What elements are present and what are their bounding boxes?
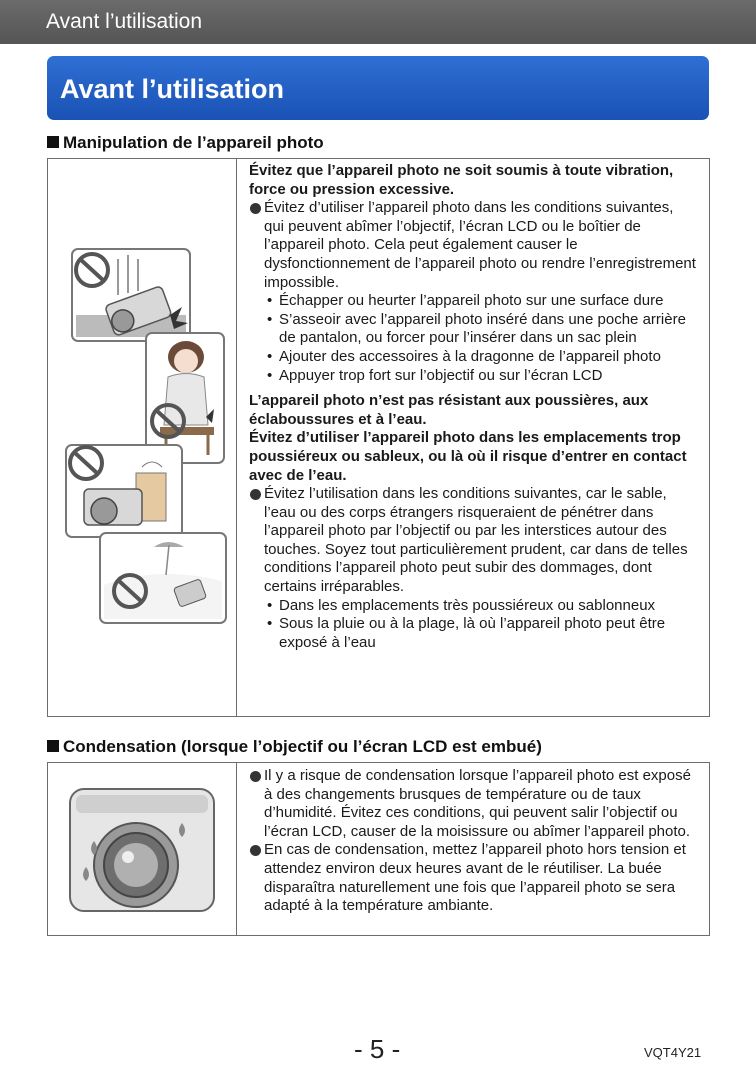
handling-box <box>47 158 710 717</box>
list-item <box>249 767 697 841</box>
section-heading-handling <box>47 133 324 153</box>
bullet-text: En cas de condensation, mettez l’appareil photo hors tension et attendez environ deux heures avant de le réutiliser. La buée disparaîtra naturellement une fois que l’appareil photo se sera adapté à la température ambiante. <box>264 841 686 915</box>
sub-item: • S’asseoir avec l’appareil photo inséré dans une poche arrière de pantalon, ou forcer pour l’insérer dans un sac plein <box>267 310 686 347</box>
sub-item-text: Échapper ou heurter l’appareil photo sur une surface dure <box>279 292 664 310</box>
section-heading-condensation <box>47 737 542 757</box>
handling-warning-bold: Évitez que l’appareil photo ne soit soumis à toute vibration, force ou pression excessive. <box>249 162 674 198</box>
sub-item: • Dans les emplacements très poussiéreux ou sablonneux <box>267 596 656 614</box>
sub-item: • Échapper ou heurter l’appareil photo sur une surface dure <box>267 292 664 310</box>
sub-item-text: Ajouter des accessoires à la dragonne de l’appareil photo <box>279 347 661 365</box>
bullet-dot-icon <box>250 771 261 782</box>
drop-camera-illustration <box>72 249 190 341</box>
list-item <box>249 841 697 915</box>
sub-item: • Sous la pluie ou à la plage, là où l’appareil photo peut être exposé à l’eau <box>267 615 666 651</box>
water-illustration <box>66 445 182 537</box>
document-code: VQT4Y21 <box>644 1045 702 1060</box>
condensation-box <box>47 762 710 936</box>
bullet-dot-icon <box>250 489 261 500</box>
bullet-text: Évitez d’utiliser l’appareil photo dans les conditions suivantes, qui peuvent abîmer l’objectif, l’écran LCD ou le boîtier de l’appareil photo. Cela peut également causer le dysfonctionnement de l’appareil photo ou rendre l’enregistrement impossible. <box>264 199 696 291</box>
sub-item-text: Sous la pluie ou à la plage, là où l’appareil photo peut être exposé à l’eau <box>279 615 666 651</box>
bullet-dot-icon <box>250 845 261 856</box>
page-number: - 5 - <box>354 1034 401 1064</box>
column-divider <box>236 763 237 935</box>
column-divider <box>236 159 237 716</box>
dust-warning-bold: L’appareil photo n’est pas résistant aux poussières, aux éclaboussures et à l’eau. <box>249 392 649 428</box>
section-heading-handling-text: Manipulation de l’appareil photo <box>63 133 324 152</box>
section-banner <box>47 56 709 120</box>
list-item <box>249 485 697 597</box>
sitting-illustration <box>146 333 224 463</box>
handling-text <box>249 162 697 652</box>
sub-item: • Ajouter des accessoires à la dragonne de l’appareil photo <box>267 347 661 365</box>
bullet-text: Évitez l’utilisation dans les conditions suivantes, car le sable, l’eau ou des corps étrangers risqueraient de pénétrer dans l’appareil photo par l’objectif ou par les interstices autour des touches. Soyez tout particulièrement prudent, car dans de telles conditions l’appareil photo peut subir des dommages, dont certains irréparables. <box>264 485 688 596</box>
sub-item-text: Dans les emplacements très poussiéreux ou sablonneux <box>279 596 656 614</box>
bullet-dot-icon <box>250 203 261 214</box>
sub-item-text: Appuyer trop fort sur l’objectif ou sur l’écran LCD <box>279 366 603 384</box>
section-heading-condensation-text: Condensation (lorsque l’objectif ou l’écran LCD est embué) <box>63 737 542 756</box>
list-item <box>249 199 697 292</box>
header-title: Avant l’utilisation <box>46 10 203 33</box>
beach-illustration <box>100 533 226 623</box>
bullet-text: Il y a risque de condensation lorsque l’appareil photo est exposé à des changements brusques de température ou de taux d’humidité. Évitez ces conditions, qui peuvent salir l’objectif ou l’écran LCD, causer de la moisissure ou abîmer l’appareil photo. <box>264 767 691 840</box>
square-bullet-icon <box>47 136 59 148</box>
square-bullet-icon <box>47 740 59 752</box>
fogged-camera-illustration <box>66 785 218 915</box>
header-bar <box>0 0 756 44</box>
environment-warning-bold: Évitez d’utiliser l’appareil photo dans les emplacements trop poussiéreux ou sableux, ou là où il risque d’entrer en contact avec de l’eau. <box>249 429 687 484</box>
sub-item-text: S’asseoir avec l’appareil photo inséré dans une poche arrière de pantalon, ou forcer pour l’insérer dans un sac plein <box>279 310 686 347</box>
handling-illustrations <box>58 245 228 625</box>
sub-item: • Appuyer trop fort sur l’objectif ou sur l’écran LCD <box>267 366 603 384</box>
banner-title: Avant l’utilisation <box>60 74 285 104</box>
condensation-text <box>249 767 697 916</box>
